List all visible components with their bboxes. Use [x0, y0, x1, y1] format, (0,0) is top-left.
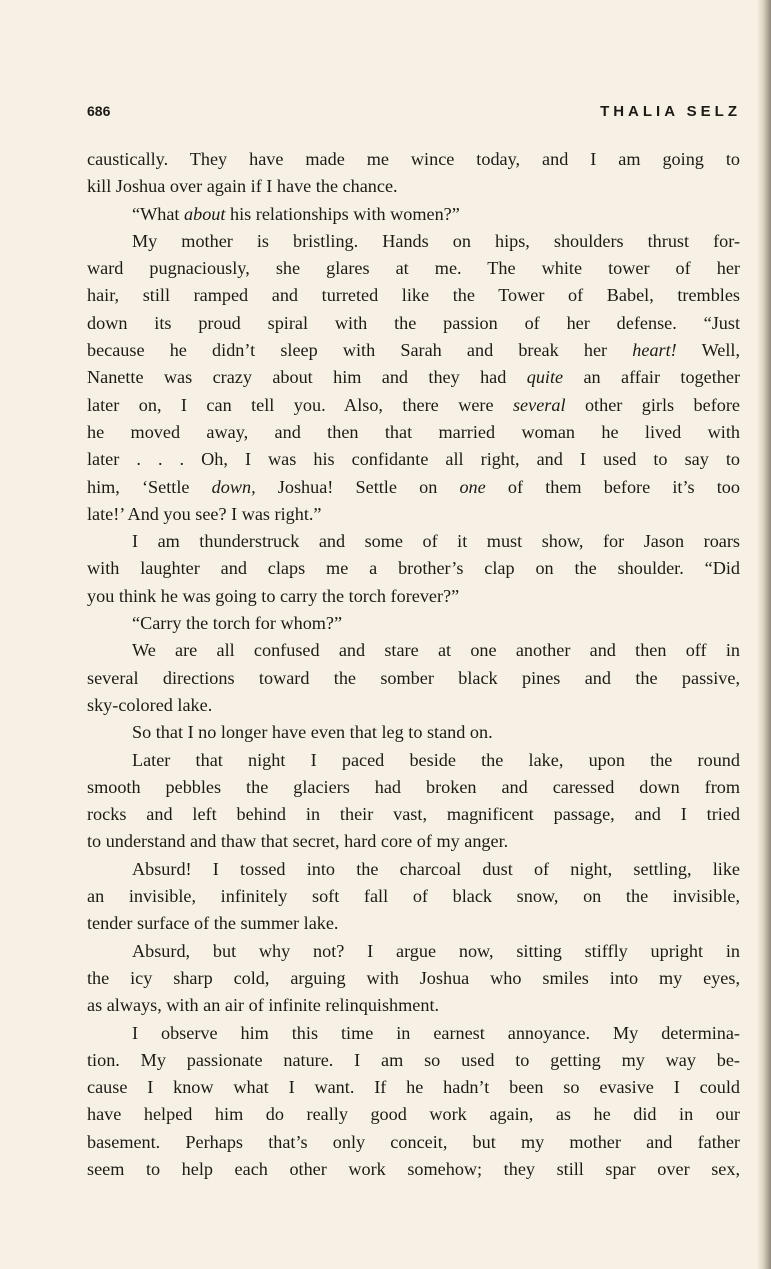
text-line: cause I know what I want. If he hadn’t been so evasive I could [87, 1077, 740, 1098]
text-line: later on, I can tell you. Also, there were several other girls before [87, 394, 740, 415]
text-line: late!’ And you see? I was right.” [87, 503, 322, 524]
text-line: with laughter and claps me a brother’s clap on the shoulder. “Did [87, 558, 740, 579]
text-line: ward pugnaciously, she glares at me. The white tower of her [87, 258, 740, 279]
text-line: We are all confused and stare at one another and then off in [132, 640, 740, 661]
text-line: hair, still ramped and turreted like the Tower of Babel, trembles [87, 285, 740, 306]
text-line: you think he was going to carry the torch forever?” [87, 585, 460, 606]
text-line: tion. My passionate nature. I am so used to getting my way be- [87, 1049, 740, 1070]
text-line: caustically. They have made me wince today, and I am going to [87, 149, 740, 169]
text-line: So that I no longer have even that leg to stand on. [132, 722, 493, 743]
text-line: smooth pebbles the glaciers had broken and caressed down from [87, 776, 740, 797]
text-line: several directions toward the somber black pines and the passive, [87, 667, 740, 688]
text-line: as always, with an air of infinite relinquishment. [87, 995, 440, 1016]
text-line: rocks and left behind in their vast, magnificent passage, and I tried [87, 804, 740, 825]
text-line: Nanette was crazy about him and they had quite an affair together [87, 367, 741, 388]
page-header [87, 103, 741, 127]
text-line: “What about his relationships with women?” [132, 203, 460, 224]
text-line: I am thunderstruck and some of it must show, for Jason roars [132, 531, 740, 552]
text-line: the icy sharp cold, arguing with Joshua who smiles into my eyes, [87, 967, 740, 988]
text-line: because he didn’t sleep with Sarah and break her heart! Well, [87, 340, 741, 361]
text-line: an invisible, infinitely soft fall of black snow, on the invisible, [87, 886, 740, 907]
page-number: 686 [87, 103, 111, 119]
running-head: THALIA SELZ [600, 103, 741, 120]
text-line: tender surface of the summer lake. [87, 913, 339, 934]
text-line: Absurd! I tossed into the charcoal dust of night, settling, like [132, 858, 740, 879]
text-line: basement. Perhaps that’s only conceit, but my mother and father [87, 1131, 740, 1152]
text-line: kill Joshua over again if I have the chance. [87, 176, 398, 197]
text-line: down its proud spiral with the passion of her defense. “Just [87, 312, 740, 333]
text-line: to understand and thaw that secret, hard core of my anger. [87, 831, 509, 852]
text-line: I observe him this time in earnest annoyance. My determina- [132, 1022, 740, 1043]
text-line: Later that night I paced beside the lake, upon the round [132, 749, 740, 770]
text-line: My mother is bristling. Hands on hips, shoulders thrust for- [132, 230, 740, 251]
text-line: “Carry the torch for whom?” [132, 613, 343, 634]
text-line: have helped him do really good work again, as he did in our [87, 1104, 740, 1125]
text-line: seem to help each other work somehow; they still spar over sex, [87, 1158, 740, 1179]
body-text [87, 146, 740, 1183]
text-line: later . . . Oh, I was his confidante all right, and I used to say to [87, 449, 740, 470]
page-edge-shadow [757, 0, 771, 1269]
text-line: sky-colored lake. [87, 694, 213, 715]
text-line: Absurd, but why not? I argue now, sitting stiffly upright in [132, 940, 740, 961]
text-line: him, ‘Settle down, Joshua! Settle on one of them before it’s too [87, 476, 740, 497]
text-line: he moved away, and then that married woman he lived with [87, 421, 740, 442]
